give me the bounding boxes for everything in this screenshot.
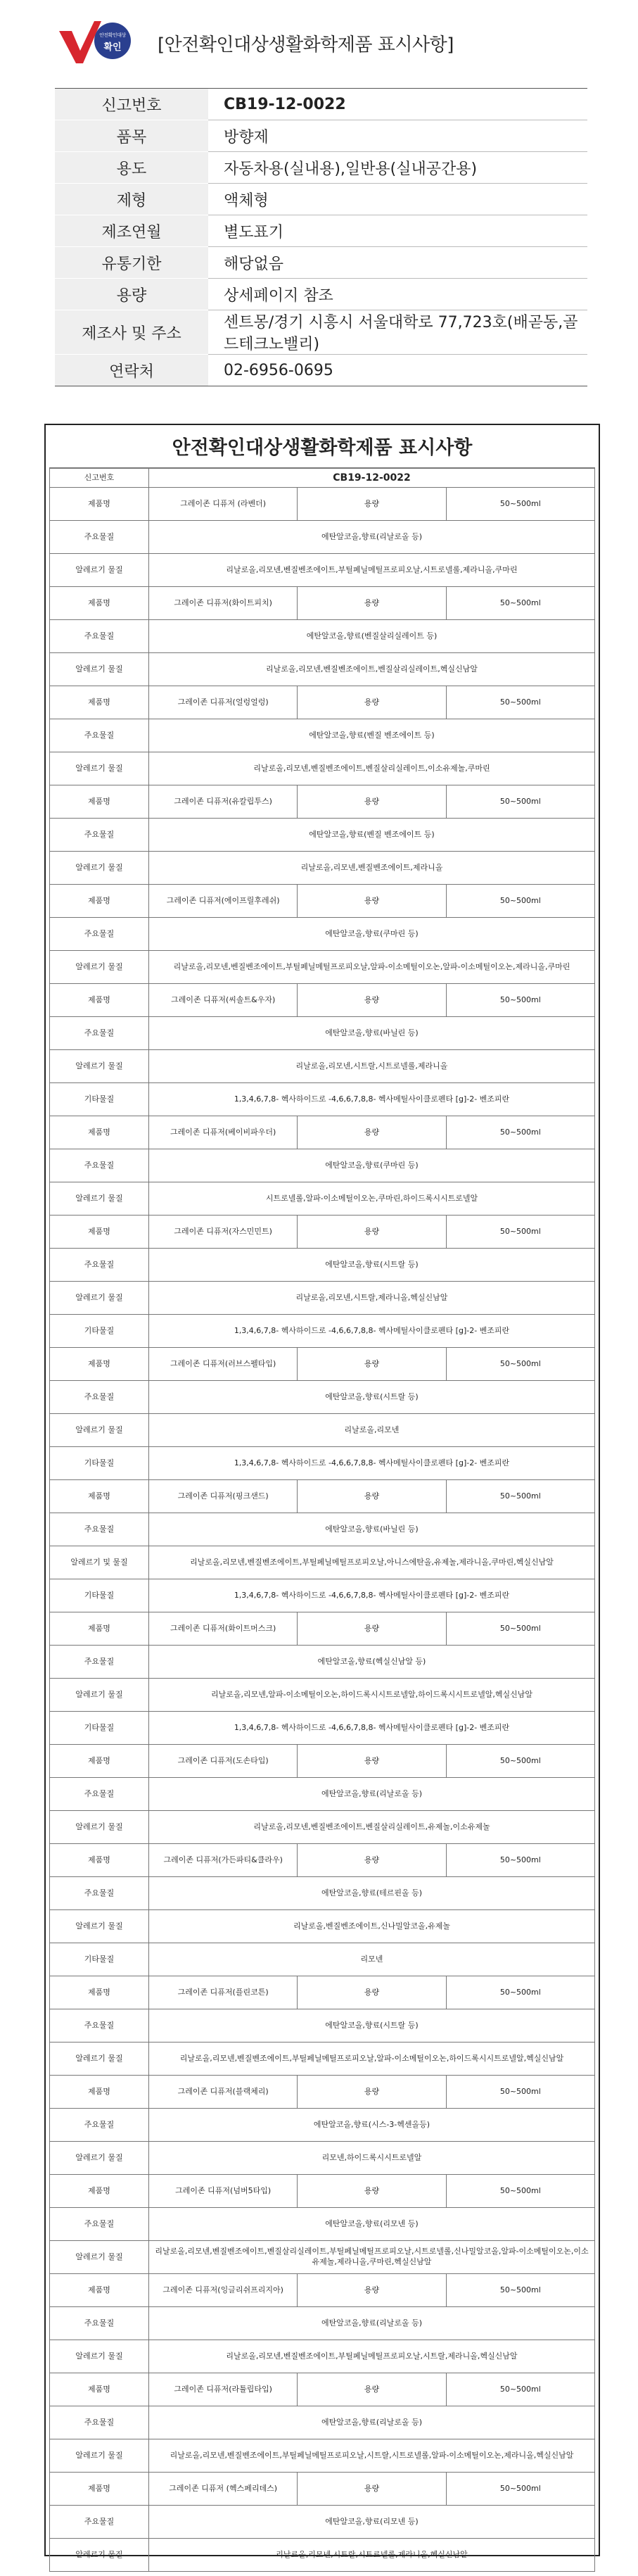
substance-row (50, 2406, 595, 2439)
substance-value: 1,3,4,6,7,8- 헥사하이드로 -4,6,6,7,8,8- 헥사메틸사이클로펜타 [g]-2- 벤조피란 (149, 1579, 595, 1612)
info-row (55, 89, 587, 120)
product-name: 그레이존 디퓨저(씨솔트&우자) (149, 984, 298, 1017)
volume-value: 50~500ml (446, 1976, 594, 2009)
info-label: 제조사 및 주소 (55, 310, 208, 355)
detail-label-box (44, 424, 600, 2559)
row-label: 주요물질 (50, 2506, 149, 2539)
volume-value: 50~500ml (446, 1116, 594, 1149)
substance-row (50, 1513, 595, 1546)
row-label: 알레르기 물질 (50, 1050, 149, 1083)
product-row (50, 1116, 595, 1149)
substance-value: 리모넨,하이드록시시트로넬알 (149, 2142, 595, 2175)
info-label: 용도 (55, 152, 208, 184)
row-label: 제품명 (50, 2473, 149, 2506)
substance-row (50, 1943, 595, 1976)
row-label: 주요물질 (50, 719, 149, 752)
volume-label: 용량 (298, 686, 446, 719)
row-label: 기타물질 (50, 1579, 149, 1612)
substance-row (50, 2439, 595, 2473)
substance-row (50, 918, 595, 951)
substance-value: 에탄알코올,향료(쿠마린 등) (149, 1149, 595, 1182)
info-row (55, 152, 587, 184)
substance-row (50, 521, 595, 554)
substance-value: 1,3,4,6,7,8- 헥사하이드로 -4,6,6,7,8,8- 헥사메틸사이클로펜타 [g]-2- 벤조피란 (149, 1315, 595, 1348)
info-value: 센트몽/경기 시흥시 서울대학로 77,723호(배곧동,골드테크노밸리) (208, 310, 587, 355)
substance-value: 에탄알코올,향료(리날로올 등) (149, 1778, 595, 1811)
row-label: 기타물질 (50, 1315, 149, 1348)
substance-row (50, 2109, 595, 2142)
substance-row (50, 1282, 595, 1315)
substance-value: 에탄알코올,향료(헥실신남알 등) (149, 1646, 595, 1679)
substance-row (50, 653, 595, 686)
row-label: 알레르기 물질 (50, 951, 149, 984)
product-name: 그레이존 디퓨저(도손타입) (149, 1745, 298, 1778)
volume-label: 용량 (298, 2274, 446, 2307)
volume-value: 50~500ml (446, 1216, 594, 1249)
logo-line2: 확인 (103, 42, 122, 53)
volume-label: 용량 (298, 1612, 446, 1646)
substance-row (50, 951, 595, 984)
row-label: 알레르기 물질 (50, 2142, 149, 2175)
row-label: 주요물질 (50, 918, 149, 951)
product-row (50, 1348, 595, 1381)
product-name: 그레이존 디퓨저(블랙체리) (149, 2076, 298, 2109)
substance-row (50, 2208, 595, 2241)
volume-label: 용량 (298, 2076, 446, 2109)
registration-row (50, 469, 595, 488)
info-row (55, 215, 587, 247)
substance-row (50, 2241, 595, 2274)
substance-value: 에탄알코올,향료(리날로올 등) (149, 2406, 595, 2439)
row-label: 주요물질 (50, 1249, 149, 1282)
info-row (55, 355, 587, 386)
row-label: 주요물질 (50, 1513, 149, 1546)
row-label: 알레르기 물질 (50, 1679, 149, 1712)
row-label: 알레르기 물질 (50, 1282, 149, 1315)
volume-value: 50~500ml (446, 686, 594, 719)
product-name: 그레이존 디퓨저(자스민민트) (149, 1216, 298, 1249)
row-label: 알레르기 물질 (50, 2340, 149, 2373)
substance-row (50, 1050, 595, 1083)
row-label: 제품명 (50, 1612, 149, 1646)
substance-row (50, 2539, 595, 2572)
info-value: CB19-12-0022 (208, 89, 587, 120)
substance-value: 리날로올,리모넨,벤질벤조에이트,부틸페닐메틸프로피오날,알파-이소메틸이오논,알파-이소메틸이오논,제라니올,쿠마린 (149, 951, 595, 984)
substance-row (50, 1778, 595, 1811)
volume-value: 50~500ml (446, 1612, 594, 1646)
volume-label: 용량 (298, 1844, 446, 1877)
info-row (55, 310, 587, 355)
info-value: 해당없음 (208, 247, 587, 279)
substance-row (50, 1679, 595, 1712)
row-label: 알레르기 및 물질 (50, 1546, 149, 1579)
product-name: 그레이존 디퓨저(잉글리쉬프리지아) (149, 2274, 298, 2307)
substance-value: 리날로올,리모넨,벤질벤조에이트,벤질살리실레이트,헥실신남알 (149, 653, 595, 686)
info-label: 제형 (55, 184, 208, 215)
info-label: 신고번호 (55, 89, 208, 120)
volume-value: 50~500ml (446, 1348, 594, 1381)
product-name: 그레이존 디퓨저(라튤립타입) (149, 2373, 298, 2406)
row-label: 제품명 (50, 2274, 149, 2307)
row-label: 알레르기 물질 (50, 2043, 149, 2076)
logo-line1: 안전확인대상 (99, 32, 126, 38)
product-name: 그레이존 디퓨저(러브스펠타입) (149, 1348, 298, 1381)
row-label: 제품명 (50, 2175, 149, 2208)
info-row (55, 247, 587, 279)
volume-label: 용량 (298, 984, 446, 1017)
substance-row (50, 1646, 595, 1679)
page-title: [안전확인대상생활화학제품 표시사항] (158, 34, 454, 56)
substance-row (50, 1182, 595, 1216)
product-row (50, 1844, 595, 1877)
volume-value: 50~500ml (446, 984, 594, 1017)
volume-label: 용량 (298, 1116, 446, 1149)
substance-row (50, 1712, 595, 1745)
row-label: 제품명 (50, 1216, 149, 1249)
product-name: 그레이존 디퓨저 (헥스페리데스) (149, 2473, 298, 2506)
substance-row (50, 1083, 595, 1116)
row-label: 주요물질 (50, 620, 149, 653)
row-label: 주요물질 (50, 1646, 149, 1679)
substance-row (50, 2142, 595, 2175)
row-label: 제품명 (50, 1116, 149, 1149)
row-label: 주요물질 (50, 2009, 149, 2043)
product-name: 그레이존 디퓨저(화이트피치) (149, 587, 298, 620)
row-label: 알레르기 물질 (50, 653, 149, 686)
product-name: 그레이존 디퓨저(화이트머스크) (149, 1612, 298, 1646)
volume-value: 50~500ml (446, 587, 594, 620)
row-label: 주요물질 (50, 819, 149, 852)
row-label: 주요물질 (50, 2208, 149, 2241)
volume-label: 용량 (298, 2175, 446, 2208)
substance-value: 리날로올,리모넨,알파-이소메틸이오논,하이드록시시트로넬알,하이드록시시트로넬알,헥실신남알 (149, 1679, 595, 1712)
registration-label: 신고번호 (50, 469, 149, 488)
substance-value: 1,3,4,6,7,8- 헥사하이드로 -4,6,6,7,8,8- 헥사메틸사이클로펜타 [g]-2- 벤조피란 (149, 1712, 595, 1745)
volume-value: 50~500ml (446, 1745, 594, 1778)
volume-label: 용량 (298, 2373, 446, 2406)
info-row (55, 279, 587, 310)
row-label: 알레르기 물질 (50, 752, 149, 785)
row-label: 알레르기 물질 (50, 1811, 149, 1844)
substance-value: 에탄알코올,향료(리날로올 등) (149, 521, 595, 554)
substance-row (50, 2340, 595, 2373)
row-label: 알레르기 물질 (50, 2241, 149, 2274)
row-label: 알레르기 물질 (50, 1910, 149, 1943)
substance-row (50, 752, 595, 785)
product-row (50, 686, 595, 719)
row-label: 제품명 (50, 2373, 149, 2406)
product-name: 그레이존 디퓨저(에이프릴후레쉬) (149, 885, 298, 918)
row-label: 주요물질 (50, 1778, 149, 1811)
row-label: 제품명 (50, 1480, 149, 1513)
product-name: 그레이존 디퓨저(핑크샌드) (149, 1480, 298, 1513)
substance-row (50, 819, 595, 852)
substance-value: 리날로올,리모넨,벤질벤조에이트,벤질살리실레이트,이소유제놀,쿠마린 (149, 752, 595, 785)
substance-value: 에탄알코올,향료(테르핀올 등) (149, 1877, 595, 1910)
substance-value: 1,3,4,6,7,8- 헥사하이드로 -4,6,6,7,8,8- 헥사메틸사이클로펜타 [g]-2- 벤조피란 (149, 1447, 595, 1480)
volume-value: 50~500ml (446, 785, 594, 819)
product-row (50, 885, 595, 918)
info-label: 제조연월 (55, 215, 208, 247)
substance-value: 에탄알코올,향료(시스-3-헥센올등) (149, 2109, 595, 2142)
substance-value: 에탄알코올,향료(쿠마린 등) (149, 918, 595, 951)
row-label: 제품명 (50, 984, 149, 1017)
product-name: 그레이존 디퓨저(넘버5타입) (149, 2175, 298, 2208)
substance-row (50, 1017, 595, 1050)
substance-value: 에탄알코올,향료(리모넨 등) (149, 2506, 595, 2539)
row-label: 제품명 (50, 686, 149, 719)
substance-value: 에탄알코올,향료(바닐린 등) (149, 1017, 595, 1050)
substance-row (50, 1414, 595, 1447)
substance-row (50, 1381, 595, 1414)
substance-row (50, 719, 595, 752)
substance-row (50, 1579, 595, 1612)
row-label: 기타물질 (50, 1943, 149, 1976)
product-row (50, 1612, 595, 1646)
summary-info-table (55, 88, 587, 386)
product-row (50, 1480, 595, 1513)
volume-label: 용량 (298, 587, 446, 620)
row-label: 제품명 (50, 1745, 149, 1778)
substance-row (50, 1877, 595, 1910)
substance-value: 리날로올,벤질벤조에이트,신나밀알코올,유제놀 (149, 1910, 595, 1943)
product-name: 그레이존 디퓨저(얼렁얼렁) (149, 686, 298, 719)
substance-row (50, 2043, 595, 2076)
volume-label: 용량 (298, 2473, 446, 2506)
volume-value: 50~500ml (446, 2373, 594, 2406)
substance-row (50, 2307, 595, 2340)
substance-value: 리날로올,리모넨,시트랄,시트로넬롤,제라니올 (149, 1050, 595, 1083)
row-label: 알레르기 물질 (50, 1414, 149, 1447)
substance-value: 리날로올,리모넨,벤질벤조에이트,부틸페닐메틸프로피오날,시트랄,제라니올,헥실신남알 (149, 2340, 595, 2373)
volume-label: 용량 (298, 885, 446, 918)
info-value: 방향제 (208, 120, 587, 152)
substance-row (50, 1315, 595, 1348)
substance-value: 리날로올,리모넨,벤질벤조에이트,부틸페닐메틸프로피오날,시트로넬롤,제라니올,쿠마린 (149, 554, 595, 587)
info-value: 별도표기 (208, 215, 587, 247)
product-row (50, 1745, 595, 1778)
product-row (50, 2175, 595, 2208)
product-row (50, 2373, 595, 2406)
substance-value: 리날로올,리모넨,시트랄,시트로넬롤,제라니올,헥실신남알 (149, 2539, 595, 2572)
volume-value: 50~500ml (446, 1844, 594, 1877)
substance-row (50, 852, 595, 885)
row-label: 알레르기 물질 (50, 2539, 149, 2572)
row-label: 알레르기 물질 (50, 852, 149, 885)
product-row (50, 1216, 595, 1249)
product-row (50, 2274, 595, 2307)
substance-value: 리모넨 (149, 1943, 595, 1976)
product-row (50, 488, 595, 521)
row-label: 제품명 (50, 488, 149, 521)
substance-value: 에탄알코올,향료(시트랄 등) (149, 2009, 595, 2043)
substance-value: 에탄알코올,향료(리모넨 등) (149, 2208, 595, 2241)
substance-value: 리날로올,리모넨,벤질벤조에이트,벤질살리실레이트,부틸페닐메틸프로피오날,시트로넬롤,신나밀알코올,알파-이소메틸이오논,이소유제놀,제라니올,쿠마린,헥실신남알 (149, 2241, 595, 2274)
volume-label: 용량 (298, 1480, 446, 1513)
product-row (50, 984, 595, 1017)
logo-badge (94, 23, 131, 59)
substance-value: 1,3,4,6,7,8- 헥사하이드로 -4,6,6,7,8,8- 헥사메틸사이클로펜타 [g]-2- 벤조피란 (149, 1083, 595, 1116)
safety-confirmation-logo (55, 20, 139, 66)
row-label: 주요물질 (50, 1877, 149, 1910)
row-label: 알레르기 물질 (50, 554, 149, 587)
row-label: 주요물질 (50, 2406, 149, 2439)
substance-row (50, 620, 595, 653)
volume-value: 50~500ml (446, 2175, 594, 2208)
product-row (50, 785, 595, 819)
volume-value: 50~500ml (446, 2076, 594, 2109)
row-label: 제품명 (50, 1348, 149, 1381)
row-label: 알레르기 물질 (50, 2439, 149, 2473)
row-label: 제품명 (50, 1976, 149, 2009)
row-label: 제품명 (50, 885, 149, 918)
row-label: 주요물질 (50, 1149, 149, 1182)
row-label: 기타물질 (50, 1712, 149, 1745)
product-row (50, 1976, 595, 2009)
product-name: 그레이존 디퓨저(가든파티&클라우) (149, 1844, 298, 1877)
substance-value: 리날로올,리모넨 (149, 1414, 595, 1447)
substance-value: 에탄알코올,향료(벤질살리실레이트 등) (149, 620, 595, 653)
row-label: 주요물질 (50, 1381, 149, 1414)
row-label: 주요물질 (50, 2109, 149, 2142)
product-row (50, 587, 595, 620)
volume-label: 용량 (298, 488, 446, 521)
substance-value: 에탄알코올,향료(벤질 벤조에이트 등) (149, 819, 595, 852)
info-label: 품목 (55, 120, 208, 152)
volume-value: 50~500ml (446, 2473, 594, 2506)
substance-value: 리날로올,리모넨,벤질벤조에이트,부틸페닐메틸프로피오날,알파-이소메틸이오논,하이드록시시트로넬알,헥실신남알 (149, 2043, 595, 2076)
info-value: 02-6956-0695 (208, 355, 587, 386)
substance-value: 시트로넬롤,알파-이소메틸이오논,쿠마린,하이드록시시트로넬알 (149, 1182, 595, 1216)
substance-value: 에탄알코올,향료(시트랄 등) (149, 1381, 595, 1414)
product-name: 그레이존 디퓨저(유칼립투스) (149, 785, 298, 819)
substance-row (50, 1910, 595, 1943)
substance-value: 에탄알코올,향료(벤질 벤조에이트 등) (149, 719, 595, 752)
substance-row (50, 1546, 595, 1579)
substance-row (50, 1811, 595, 1844)
row-label: 주요물질 (50, 1017, 149, 1050)
substance-value: 에탄알코올,향료(시트랄 등) (149, 1249, 595, 1282)
row-label: 제품명 (50, 2076, 149, 2109)
row-label: 주요물질 (50, 2307, 149, 2340)
registration-number: CB19-12-0022 (149, 469, 595, 488)
volume-label: 용량 (298, 1976, 446, 2009)
substance-value: 에탄알코올,향료(바닐린 등) (149, 1513, 595, 1546)
detail-title: 안전확인대상생활화학제품 표시사항 (49, 429, 595, 468)
product-name: 그레이존 디퓨저 (라벤더) (149, 488, 298, 521)
volume-value: 50~500ml (446, 1480, 594, 1513)
substance-row (50, 1249, 595, 1282)
row-label: 알레르기 물질 (50, 1182, 149, 1216)
substance-row (50, 2506, 595, 2539)
substance-value: 리날로올,리모넨,벤질벤조에이트,벤질살리실레이트,유제놀,이소유제놀 (149, 1811, 595, 1844)
substance-value: 리날로올,리모넨,벤질벤조에이트,부틸페닐메틸프로피오날,시트랄,시트로넬롤,알파-이소메틸이오논,제라니올,헥실신남알 (149, 2439, 595, 2473)
product-row (50, 2076, 595, 2109)
substance-row (50, 1447, 595, 1480)
volume-label: 용량 (298, 1348, 446, 1381)
volume-label: 용량 (298, 1745, 446, 1778)
info-label: 연락처 (55, 355, 208, 386)
row-label: 기타물질 (50, 1083, 149, 1116)
volume-label: 용량 (298, 785, 446, 819)
volume-value: 50~500ml (446, 885, 594, 918)
detail-table (49, 468, 595, 2572)
info-label: 유통기한 (55, 247, 208, 279)
substance-value: 리날로올,리모넨,벤질벤조에이트,제라니올 (149, 852, 595, 885)
product-name: 그레이존 디퓨저(플린코튼) (149, 1976, 298, 2009)
product-row (50, 2473, 595, 2506)
info-label: 용량 (55, 279, 208, 310)
info-row (55, 120, 587, 152)
substance-row (50, 554, 595, 587)
substance-row (50, 1149, 595, 1182)
info-value: 상세페이지 참조 (208, 279, 587, 310)
substance-value: 리날로올,리모넨,시트랄,제라니올,헥실신남알 (149, 1282, 595, 1315)
row-label: 제품명 (50, 785, 149, 819)
row-label: 기타물질 (50, 1447, 149, 1480)
volume-value: 50~500ml (446, 2274, 594, 2307)
info-row (55, 184, 587, 215)
volume-label: 용량 (298, 1216, 446, 1249)
page-header (55, 20, 454, 66)
product-name: 그레이존 디퓨저(베이비파우더) (149, 1116, 298, 1149)
row-label: 제품명 (50, 587, 149, 620)
substance-row (50, 2009, 595, 2043)
row-label: 주요물질 (50, 521, 149, 554)
substance-value: 리날로올,리모넨,벤질벤조에이트,부틸페닐메틸프로피오날,아니스에탄올,유제놀,제라니올,쿠마린,헥실신남알 (149, 1546, 595, 1579)
volume-value: 50~500ml (446, 488, 594, 521)
info-value: 자동차용(실내용),일반용(실내공간용) (208, 152, 587, 184)
row-label: 제품명 (50, 1844, 149, 1877)
substance-value: 에탄알코올,향료(리날로올 등) (149, 2307, 595, 2340)
info-value: 액체형 (208, 184, 587, 215)
